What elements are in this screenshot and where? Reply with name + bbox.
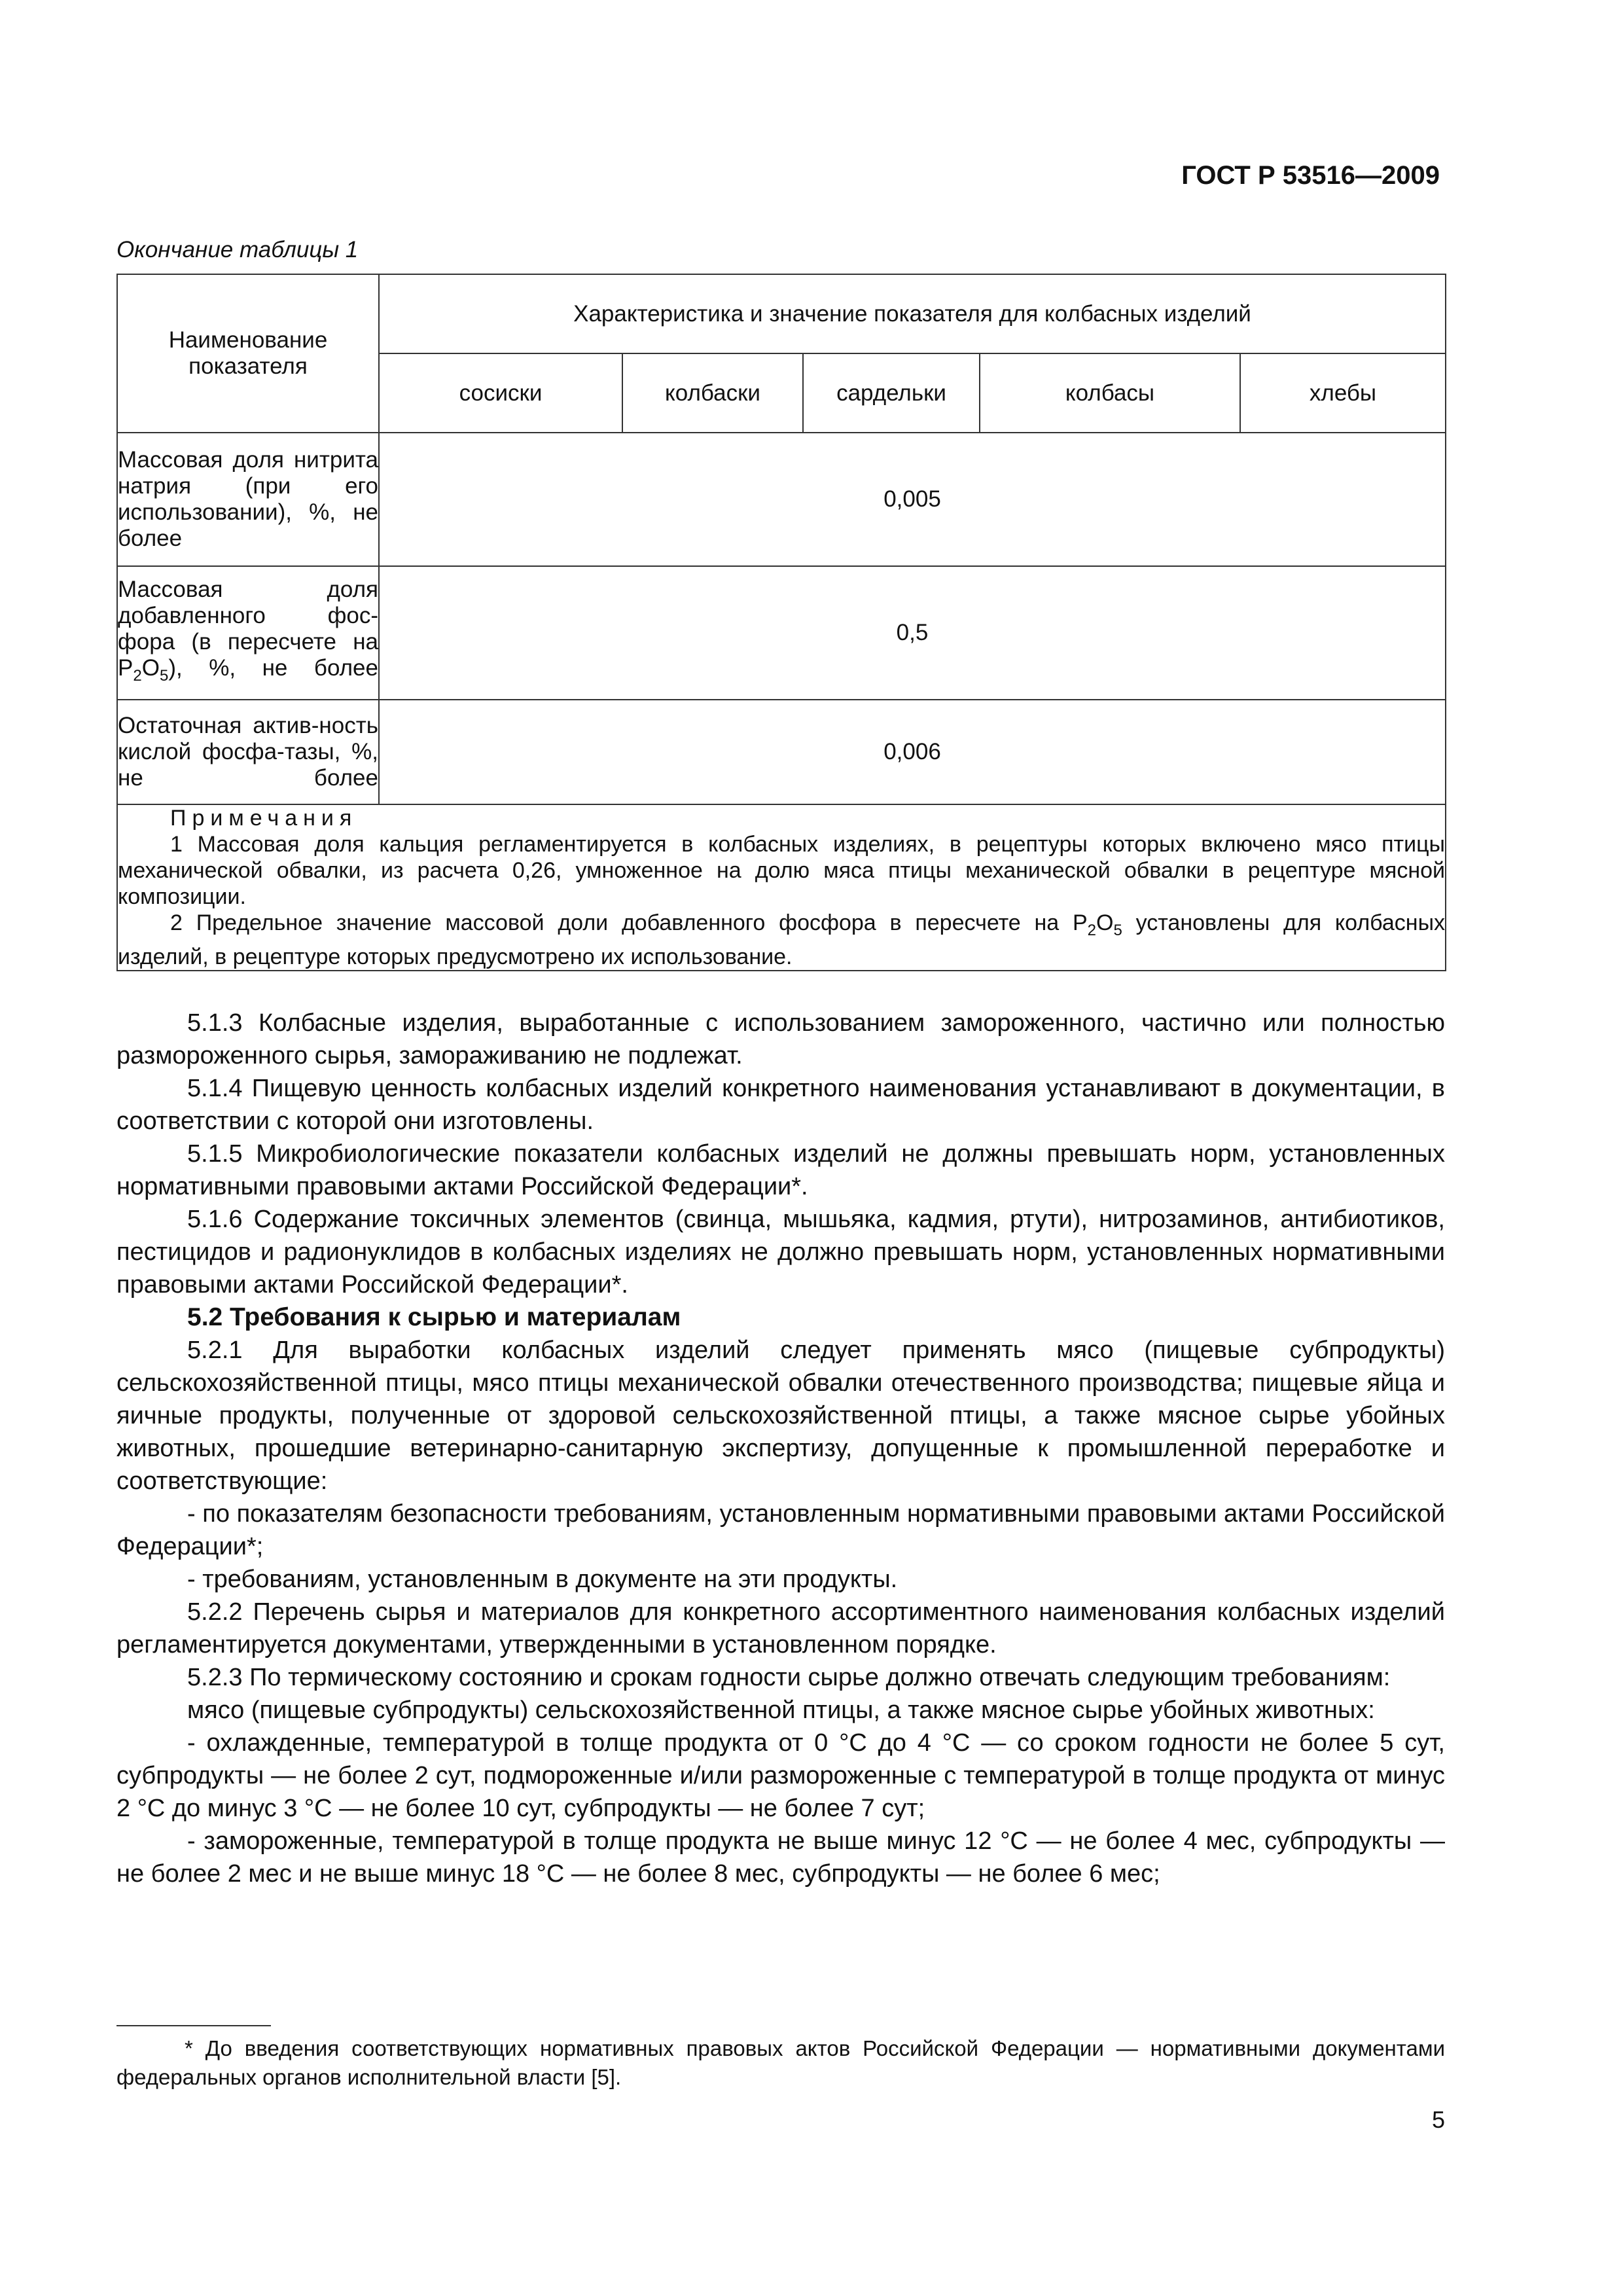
group-column-header: Характеристика и значение показателя для колбасных изделий bbox=[379, 274, 1446, 353]
paragraph-5-2-3: 5.2.3 По термическому состоянию и срокам годности сырье должно отвечать следующим требованиям: bbox=[187, 1664, 1391, 1691]
row-name-phosphorus-prefix: Массовая доля добавленного фос-фора (в пересчете на P bbox=[118, 577, 378, 681]
formula-part: O bbox=[141, 655, 160, 681]
list-item: - замороженные, температурой в толще продукта не выше минус 12 °С — не более 4 мес, субпродукты — не более 2 мес и не выше минус 18 °С — не более 8 мес, субпродукты — не более 6 мес; bbox=[116, 1827, 1445, 1888]
body-text bbox=[116, 1007, 1445, 1890]
row-name-phosphatase: Остаточная актив-ность кислой фосфа-тазы, %, не более bbox=[117, 700, 379, 804]
column-header-sosiski: сосиски bbox=[379, 353, 622, 433]
note-1: 1 Массовая доля кальция регламентируется в колбасных изделиях, в рецептуры которых включено мясо птицы механической обвалки, из расчета 0,26, умноженное на долю мяса птицы механической обвалки в рецептуре мясной композиции. bbox=[118, 832, 1445, 909]
name-column-header: Наименование показателя bbox=[117, 274, 379, 433]
note-2-prefix: 2 Предельное значение массовой доли добавленного фосфора в пересчете на P bbox=[170, 910, 1088, 935]
paragraph-5-1-5: 5.1.5 Микробиологические показатели колбасных изделий не должны превышать норм, установленных нормативными правовыми актами Российской Федерации*. bbox=[116, 1140, 1445, 1200]
paragraph-5-1-4: 5.1.4 Пищевую ценность колбасных изделий конкретного наименования устанавливают в документации, в соответствии с которой они изготовлены. bbox=[116, 1075, 1445, 1135]
row-value-nitrite: 0,005 bbox=[379, 433, 1446, 566]
list-item: - требованиям, установленным в документе на эти продукты. bbox=[187, 1566, 898, 1593]
row-value-phosphorus: 0,5 bbox=[379, 566, 1446, 700]
column-header-kolbaski: колбаски bbox=[622, 353, 803, 433]
table-row bbox=[117, 700, 1446, 804]
note-2 bbox=[118, 910, 1445, 970]
formula-part: O bbox=[1096, 910, 1114, 935]
table-caption: Окончание таблицы 1 bbox=[116, 237, 359, 262]
paragraph-5-1-3: 5.1.3 Колбасные изделия, выработанные с использованием замороженного, частично или полностью размороженного сырья, замораживанию не подлежат. bbox=[116, 1009, 1445, 1069]
row-name-phosphorus bbox=[117, 566, 379, 700]
section-heading-5-2: 5.2 Требования к сырью и материалам bbox=[187, 1303, 681, 1331]
list-item: - по показателям безопасности требованиям, установленным нормативными правовыми актами Российской Федерации*; bbox=[116, 1500, 1445, 1560]
paragraph-5-2-2: 5.2.2 Перечень сырья и материалов для конкретного ассортиментного наименования колбасных изделий регламентируется документами, утвержденными в установленном порядке. bbox=[116, 1598, 1445, 1659]
note-2-suffix: установлены для колбасных изделий, в рецептуре которых предусмотрено их использование. bbox=[118, 910, 1446, 969]
list-item: - охлажденные, температурой в толще продукта от 0 °С до 4 °С — со сроком годности не более 5 сут, субпродукты — не более 2 сут, подмороженные и/или размороженные с температурой в толще продукта от минус 2 °С до минус 3 °С — не более 10 сут, субпродукты — не более 7 сут; bbox=[116, 1729, 1445, 1822]
table-row bbox=[117, 433, 1446, 566]
notes-title: Примечания bbox=[170, 806, 358, 831]
paragraph-5-2-3-intro: мясо (пищевые субпродукты) сельскохозяйственной птицы, а также мясное сырье убойных животных: bbox=[187, 1696, 1375, 1724]
table-row bbox=[117, 566, 1446, 700]
footnote-divider bbox=[116, 2025, 271, 2026]
subscript: 2 bbox=[1087, 921, 1097, 939]
specification-table bbox=[116, 274, 1446, 971]
paragraph-5-1-6: 5.1.6 Содержание токсичных элементов (свинца, мышьяка, кадмия, ртути), нитрозаминов, антибиотиков, пестицидов и радионуклидов в колбасных изделиях не должно превышать норм, установленных нормативными правовыми актами Российской Федерации*. bbox=[116, 1206, 1445, 1299]
row-name-nitrite: Массовая доля нитрита натрия (при его использовании), %, не более bbox=[117, 433, 379, 566]
footnote: * До введения соответствующих нормативных правовых актов Российской Федерации — нормативными документами федеральных органов исполнительной власти [5]. bbox=[116, 2036, 1445, 2089]
column-header-sardelki: сардельки bbox=[803, 353, 980, 433]
column-header-kolbasy: колбасы bbox=[980, 353, 1240, 433]
subscript: 5 bbox=[159, 667, 169, 685]
column-header-hleby: хлебы bbox=[1240, 353, 1446, 433]
subscript: 5 bbox=[1113, 921, 1122, 939]
page-number: 5 bbox=[1431, 2106, 1445, 2133]
document-code: ГОСТ Р 53516—2009 bbox=[1181, 161, 1440, 190]
row-value-phosphatase: 0,006 bbox=[379, 700, 1446, 804]
table-notes bbox=[117, 804, 1446, 971]
paragraph-5-2-1: 5.2.1 Для выработки колбасных изделий следует применять мясо (пищевые субпродукты) сельскохозяйственной птицы, мясо птицы механической обвалки отечественного производства; пищевые яйца и яичные продукты, полученные от здоровой сельскохозяйственной птицы, а также мясное сырье убойных животных, прошедшие ветеринарно-санитарную экспертизу, допущенные к промышленной переработке и соответствующие: bbox=[116, 1336, 1445, 1495]
subscript: 2 bbox=[133, 667, 142, 685]
row-name-phosphorus-suffix: ), %, не более bbox=[168, 655, 378, 681]
